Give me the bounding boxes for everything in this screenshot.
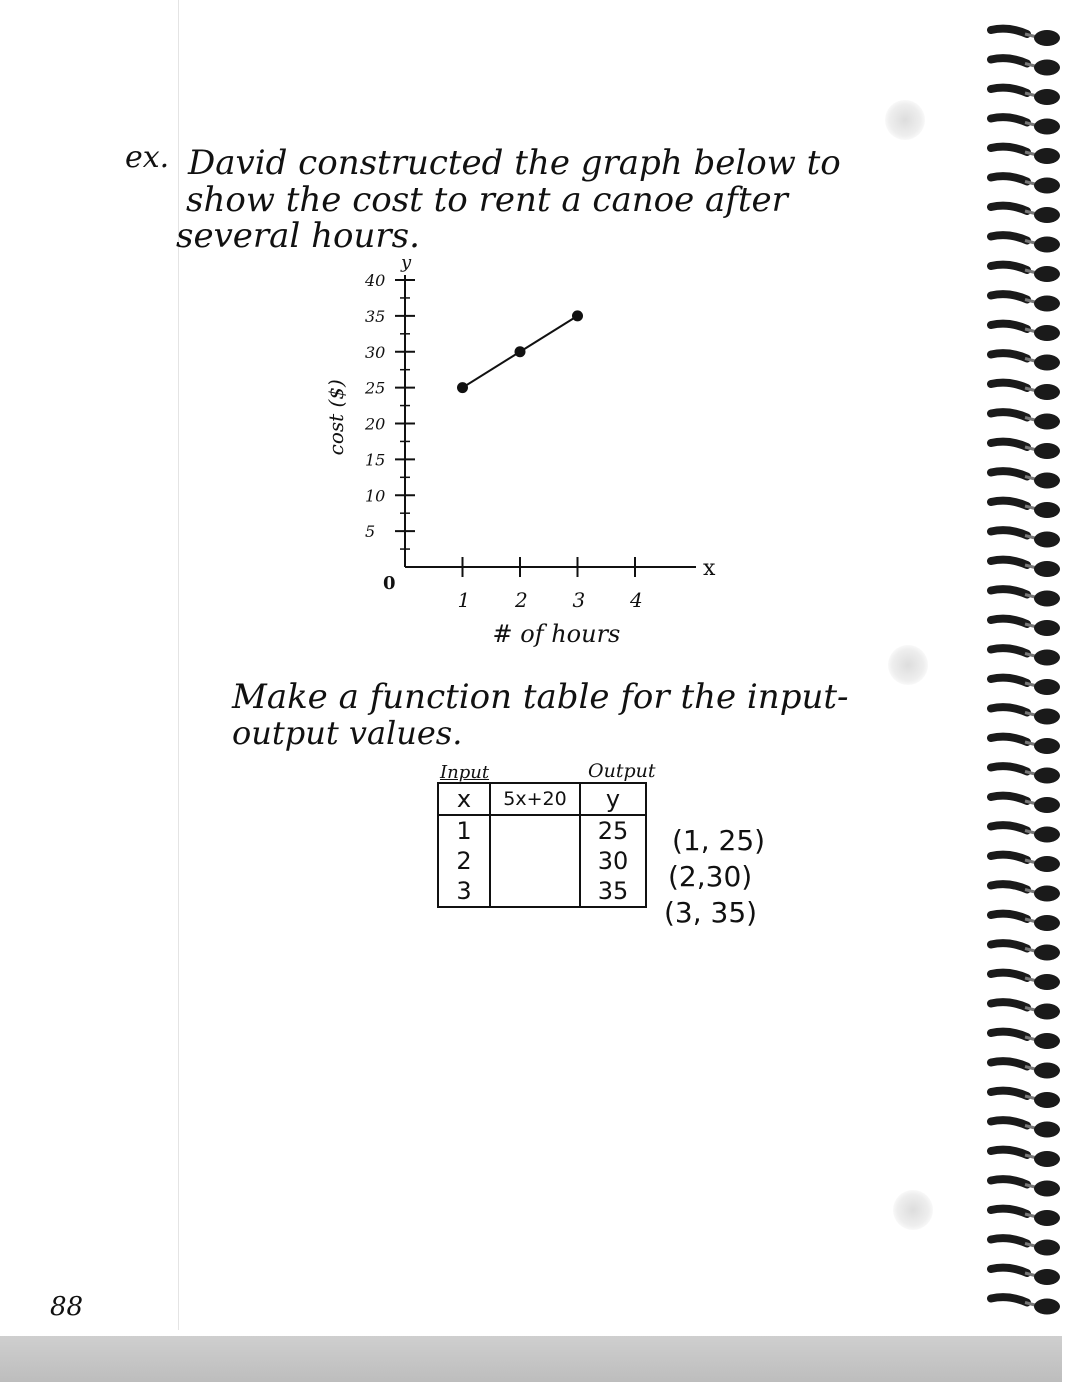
spiral-coil bbox=[991, 117, 1060, 134]
hole-punch bbox=[885, 100, 925, 140]
data-point bbox=[457, 382, 468, 393]
hole-punch bbox=[888, 645, 928, 685]
table-header-row bbox=[438, 783, 646, 815]
output-label: Output bbox=[588, 760, 656, 782]
header-x: x bbox=[438, 783, 490, 815]
x-tick-label: 3 bbox=[572, 588, 586, 612]
spiral-coil bbox=[991, 1297, 1060, 1314]
spiral-coil bbox=[991, 678, 1060, 695]
cost-graph bbox=[300, 245, 720, 655]
problem-line-1: David constructed the graph below to bbox=[188, 143, 841, 183]
header-rule: 5x+20 bbox=[490, 783, 580, 815]
header-y: y bbox=[580, 783, 646, 815]
function-table bbox=[437, 782, 647, 908]
spiral-coil bbox=[991, 707, 1060, 724]
data-point bbox=[572, 310, 583, 321]
example-prefix: ex. bbox=[125, 140, 170, 175]
hole-punch bbox=[893, 1190, 933, 1230]
spiral-coil bbox=[991, 58, 1060, 75]
page-number: 88 bbox=[50, 1292, 84, 1322]
table-row bbox=[438, 876, 646, 907]
spiral-coil bbox=[991, 1150, 1060, 1167]
spiral-coil bbox=[991, 737, 1060, 754]
cell-rule bbox=[490, 815, 580, 846]
spiral-binding bbox=[985, 20, 1065, 1340]
spiral-coil bbox=[991, 501, 1060, 518]
spiral-coil bbox=[991, 648, 1060, 665]
spiral-coil bbox=[991, 825, 1060, 842]
spiral-coil bbox=[991, 235, 1060, 252]
scan-edge bbox=[0, 1336, 1062, 1382]
spiral-coil bbox=[991, 973, 1060, 990]
x-axis-title: # of hours bbox=[492, 620, 621, 648]
cell-x: 3 bbox=[438, 876, 490, 907]
spiral-coil bbox=[991, 294, 1060, 311]
spiral-coil bbox=[991, 1032, 1060, 1049]
input-label: Input bbox=[440, 762, 490, 783]
task-line-2: output values. bbox=[232, 714, 463, 752]
spiral-coil bbox=[991, 265, 1060, 282]
spiral-coil bbox=[991, 914, 1060, 931]
spiral-coil bbox=[991, 383, 1060, 400]
spiral-coil bbox=[991, 1238, 1060, 1255]
y-axis-letter: y bbox=[401, 252, 412, 273]
problem-line-2: show the cost to rent a canoe after bbox=[186, 180, 788, 220]
task-line-1: Make a function table for the input- bbox=[232, 677, 849, 717]
cell-y: 25 bbox=[580, 815, 646, 846]
cell-rule bbox=[490, 876, 580, 907]
spiral-coil bbox=[991, 855, 1060, 872]
cell-y: 35 bbox=[580, 876, 646, 907]
spiral-coil bbox=[991, 884, 1060, 901]
y-tick-label: 30 bbox=[365, 342, 386, 362]
spiral-coil bbox=[991, 88, 1060, 105]
cell-x: 1 bbox=[438, 815, 490, 846]
spiral-coil bbox=[991, 560, 1060, 577]
spiral-coil bbox=[991, 796, 1060, 813]
problem-line-3: several hours. bbox=[176, 216, 420, 256]
spiral-coil bbox=[991, 1002, 1060, 1019]
x-tick-label: 1 bbox=[457, 588, 471, 612]
ordered-pair: (2,30) bbox=[668, 860, 753, 893]
cell-rule bbox=[490, 846, 580, 876]
spiral-coil bbox=[991, 176, 1060, 193]
y-tick-label: 5 bbox=[365, 522, 376, 542]
spiral-coil bbox=[991, 353, 1060, 370]
spiral-coil bbox=[991, 1209, 1060, 1226]
ordered-pair: (1, 25) bbox=[672, 824, 766, 857]
spiral-coil bbox=[991, 1061, 1060, 1078]
cell-y: 30 bbox=[580, 846, 646, 876]
x-tick-label: 4 bbox=[630, 588, 643, 612]
spiral-coil bbox=[991, 442, 1060, 459]
spiral-coil bbox=[991, 530, 1060, 547]
y-tick-label: 35 bbox=[365, 306, 386, 326]
y-tick-label: 20 bbox=[365, 414, 386, 434]
y-tick-label: 10 bbox=[365, 486, 386, 506]
spiral-coil bbox=[991, 1179, 1060, 1196]
spiral-coil bbox=[991, 1120, 1060, 1137]
spiral-coil bbox=[991, 147, 1060, 164]
spiral-coil bbox=[991, 589, 1060, 606]
spiral-coil bbox=[991, 29, 1060, 46]
y-tick-label: 25 bbox=[365, 378, 386, 398]
data-point bbox=[515, 346, 526, 357]
spiral-coil bbox=[991, 766, 1060, 783]
cell-x: 2 bbox=[438, 846, 490, 876]
spiral-coil bbox=[991, 412, 1060, 429]
x-axis-letter: x bbox=[703, 556, 716, 581]
spiral-coil bbox=[991, 324, 1060, 341]
table-row bbox=[438, 846, 646, 876]
y-tick-label: 40 bbox=[365, 271, 386, 290]
x-tick-label: 2 bbox=[515, 588, 528, 612]
ordered-pair: (3, 35) bbox=[664, 896, 758, 929]
spiral-coil bbox=[991, 943, 1060, 960]
table-row bbox=[438, 815, 646, 846]
origin-label: 0 bbox=[383, 573, 396, 594]
y-axis-title: cost ($) bbox=[324, 379, 348, 456]
margin-rule bbox=[178, 0, 179, 1330]
spiral-coil bbox=[991, 1091, 1060, 1108]
spiral-coil bbox=[991, 1268, 1060, 1285]
spiral-coil bbox=[991, 619, 1060, 636]
spiral-coil bbox=[991, 206, 1060, 223]
spiral-coil bbox=[991, 471, 1060, 488]
y-tick-label: 15 bbox=[365, 450, 386, 470]
